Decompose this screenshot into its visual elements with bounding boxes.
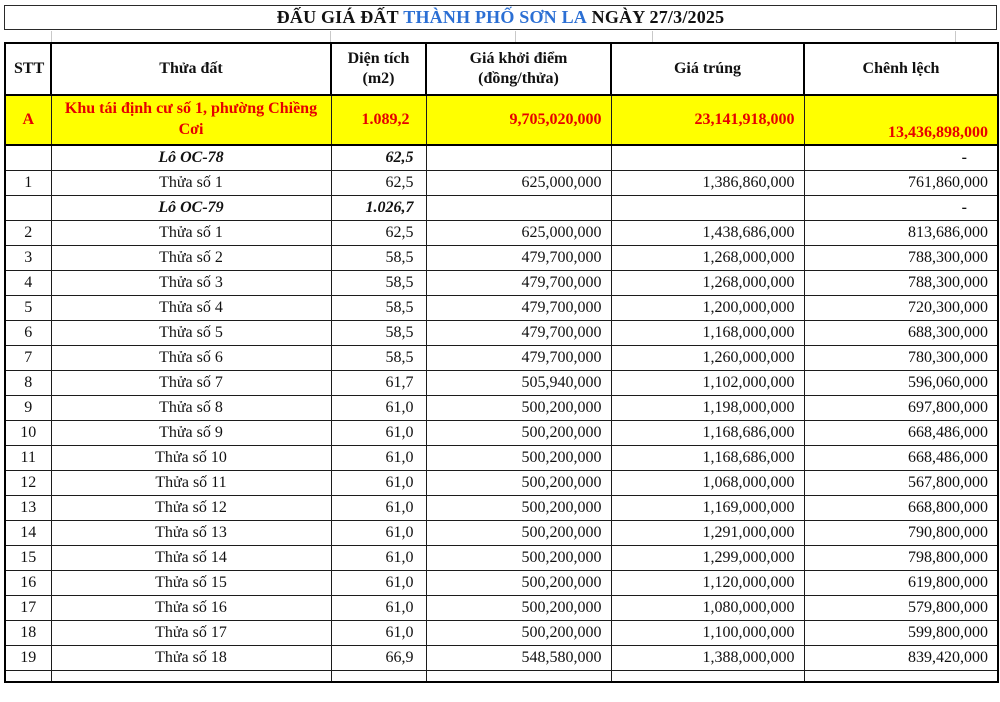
cell-area: 61,0 <box>331 470 426 495</box>
cell-start-price: 500,200,000 <box>426 620 611 645</box>
cell-stt: 15 <box>5 545 51 570</box>
cell-winning-price: 1,168,686,000 <box>611 420 804 445</box>
cell-stt: 12 <box>5 470 51 495</box>
cell-difference: 798,800,000 <box>804 545 998 570</box>
column-header-stt: STT <box>5 43 51 95</box>
cell-area: 61,0 <box>331 520 426 545</box>
normal-row <box>5 470 998 495</box>
table-body-clipped <box>5 670 998 682</box>
cell-stt: 3 <box>5 245 51 270</box>
cell-winning-price: 1,291,000,000 <box>611 520 804 545</box>
cell-plot: Thửa số 4 <box>51 295 331 320</box>
cell-area: 61,0 <box>331 595 426 620</box>
cell-area: 61,7 <box>331 370 426 395</box>
cell-difference: 839,420,000 <box>804 645 998 670</box>
cell-winning-price: 23,141,918,000 <box>611 95 804 145</box>
column-header-area: Diện tích (m2) <box>331 43 426 95</box>
normal-row <box>5 620 998 645</box>
cell-winning-price <box>611 670 804 682</box>
lot-row <box>5 195 998 220</box>
cell-plot: Lô OC-79 <box>51 195 331 220</box>
cell-difference: 668,486,000 <box>804 445 998 470</box>
cell-winning-price: 1,068,000,000 <box>611 470 804 495</box>
cell-difference: 788,300,000 <box>804 270 998 295</box>
cell-difference: 720,300,000 <box>804 295 998 320</box>
cell-start-price: 500,200,000 <box>426 520 611 545</box>
table-body <box>5 95 998 670</box>
cell-area: 61,0 <box>331 420 426 445</box>
cell-area: 61,0 <box>331 545 426 570</box>
cell-plot: Thửa số 16 <box>51 595 331 620</box>
cell-plot: Thửa số 7 <box>51 370 331 395</box>
cell-stt: 10 <box>5 420 51 445</box>
table-title <box>4 5 997 30</box>
cell-stt: 8 <box>5 370 51 395</box>
cell-winning-price: 1,120,000,000 <box>611 570 804 595</box>
cell-plot: Thửa số 8 <box>51 395 331 420</box>
cell-start-price <box>426 145 611 170</box>
cell-winning-price: 1,388,000,000 <box>611 645 804 670</box>
cell-plot: Thửa số 17 <box>51 620 331 645</box>
column-header-difference: Chênh lệch <box>804 43 998 95</box>
cell-difference: - <box>804 195 998 220</box>
cell-plot: Khu tái định cư số 1, phường Chiềng Cơi <box>51 95 331 145</box>
cell-winning-price: 1,080,000,000 <box>611 595 804 620</box>
normal-row <box>5 520 998 545</box>
cell-start-price: 500,200,000 <box>426 470 611 495</box>
title-prefix: ĐẤU GIÁ ĐẤT <box>276 7 404 27</box>
cell-plot: Thửa số 14 <box>51 545 331 570</box>
gridline-tick <box>515 31 516 42</box>
cell-stt: 4 <box>5 270 51 295</box>
cell-difference: 813,686,000 <box>804 220 998 245</box>
cell-winning-price: 1,268,000,000 <box>611 245 804 270</box>
cell-stt: 18 <box>5 620 51 645</box>
cell-start-price: 625,000,000 <box>426 220 611 245</box>
cell-area: 58,5 <box>331 270 426 295</box>
cell-start-price: 500,200,000 <box>426 395 611 420</box>
cell-winning-price: 1,260,000,000 <box>611 345 804 370</box>
column-header-start-price: Giá khởi điểm (đồng/thửa) <box>426 43 611 95</box>
gridline-tick <box>652 31 653 42</box>
normal-row <box>5 420 998 445</box>
cell-stt: 6 <box>5 320 51 345</box>
table-header <box>5 43 998 95</box>
normal-row <box>5 170 998 195</box>
normal-row <box>5 220 998 245</box>
cell-plot: Thửa số 18 <box>51 645 331 670</box>
cell-plot: Thửa số 3 <box>51 270 331 295</box>
cell-winning-price: 1,268,000,000 <box>611 270 804 295</box>
normal-row <box>5 370 998 395</box>
cell-plot: Thửa số 1 <box>51 170 331 195</box>
cell-area: 58,5 <box>331 295 426 320</box>
cell-area: 61,0 <box>331 395 426 420</box>
title-city-highlight: THÀNH PHỐ SƠN LA <box>403 7 587 27</box>
cell-plot: Thửa số 6 <box>51 345 331 370</box>
cell-area: 62,5 <box>331 170 426 195</box>
cell-start-price: 500,200,000 <box>426 595 611 620</box>
cell-area: 61,0 <box>331 495 426 520</box>
cell-winning-price <box>611 145 804 170</box>
cell-start-price: 505,940,000 <box>426 370 611 395</box>
normal-row <box>5 395 998 420</box>
normal-row <box>5 570 998 595</box>
cell-stt: 2 <box>5 220 51 245</box>
summary-row <box>5 95 998 145</box>
cell-winning-price: 1,198,000,000 <box>611 395 804 420</box>
cell-area <box>331 670 426 682</box>
cell-start-price: 479,700,000 <box>426 245 611 270</box>
cell-plot: Thửa số 5 <box>51 320 331 345</box>
cell-area: 66,9 <box>331 645 426 670</box>
cell-difference: 599,800,000 <box>804 620 998 645</box>
normal-row <box>5 270 998 295</box>
cell-start-price: 500,200,000 <box>426 545 611 570</box>
cell-start-price: 479,700,000 <box>426 320 611 345</box>
cell-start-price <box>426 195 611 220</box>
cell-start-price: 625,000,000 <box>426 170 611 195</box>
cell-stt: 5 <box>5 295 51 320</box>
cell-stt: 9 <box>5 395 51 420</box>
normal-row <box>5 545 998 570</box>
cell-difference: 761,860,000 <box>804 170 998 195</box>
cell-winning-price: 1,299,000,000 <box>611 545 804 570</box>
cell-winning-price: 1,438,686,000 <box>611 220 804 245</box>
cell-difference: 790,800,000 <box>804 520 998 545</box>
sheet-gap-strip <box>4 30 997 42</box>
cell-difference: 619,800,000 <box>804 570 998 595</box>
cell-plot: Thửa số 2 <box>51 245 331 270</box>
cell-area: 61,0 <box>331 620 426 645</box>
cell-stt: 13 <box>5 495 51 520</box>
normal-row <box>5 645 998 670</box>
lot-row <box>5 145 998 170</box>
cell-plot: Thửa số 9 <box>51 420 331 445</box>
cell-stt: 11 <box>5 445 51 470</box>
normal-row <box>5 245 998 270</box>
auction-table <box>4 42 999 683</box>
cell-start-price <box>426 670 611 682</box>
cell-plot: Thửa số 13 <box>51 520 331 545</box>
cell-stt: 1 <box>5 170 51 195</box>
cell-area: 62,5 <box>331 145 426 170</box>
cell-difference: 668,800,000 <box>804 495 998 520</box>
cell-difference: - <box>804 145 998 170</box>
cell-winning-price: 1,169,000,000 <box>611 495 804 520</box>
cell-difference: 780,300,000 <box>804 345 998 370</box>
cell-difference: 688,300,000 <box>804 320 998 345</box>
normal-row <box>5 345 998 370</box>
cell-plot: Lô OC-78 <box>51 145 331 170</box>
cell-stt <box>5 195 51 220</box>
header-row <box>5 43 998 95</box>
cell-area: 58,5 <box>331 320 426 345</box>
cell-difference: 596,060,000 <box>804 370 998 395</box>
cell-start-price: 548,580,000 <box>426 645 611 670</box>
cell-stt: 19 <box>5 645 51 670</box>
gridline-tick <box>51 31 52 42</box>
partial-row <box>5 670 998 682</box>
cell-winning-price: 1,168,000,000 <box>611 320 804 345</box>
cell-start-price: 500,200,000 <box>426 445 611 470</box>
cell-start-price: 500,200,000 <box>426 420 611 445</box>
cell-area: 1.026,7 <box>331 195 426 220</box>
cell-area: 1.089,2 <box>331 95 426 145</box>
gridline-tick <box>955 31 956 42</box>
cell-difference: 788,300,000 <box>804 245 998 270</box>
cell-difference: 13,436,898,000 <box>804 95 998 145</box>
cell-plot: Thửa số 11 <box>51 470 331 495</box>
cell-stt <box>5 145 51 170</box>
cell-stt: A <box>5 95 51 145</box>
cell-area: 58,5 <box>331 345 426 370</box>
cell-difference: 579,800,000 <box>804 595 998 620</box>
cell-start-price: 9,705,020,000 <box>426 95 611 145</box>
cell-difference: 668,486,000 <box>804 420 998 445</box>
cell-winning-price: 1,100,000,000 <box>611 620 804 645</box>
gridline-tick <box>330 31 331 42</box>
cell-stt: 17 <box>5 595 51 620</box>
cell-start-price: 500,200,000 <box>426 570 611 595</box>
column-header-winning-price: Giá trúng <box>611 43 804 95</box>
cell-start-price: 479,700,000 <box>426 345 611 370</box>
cell-plot: Thửa số 12 <box>51 495 331 520</box>
normal-row <box>5 445 998 470</box>
cell-difference: 697,800,000 <box>804 395 998 420</box>
normal-row <box>5 295 998 320</box>
title-suffix: NGÀY 27/3/2025 <box>586 7 725 27</box>
cell-winning-price <box>611 195 804 220</box>
cell-winning-price: 1,102,000,000 <box>611 370 804 395</box>
cell-area: 61,0 <box>331 445 426 470</box>
cell-area: 61,0 <box>331 570 426 595</box>
cell-area: 58,5 <box>331 245 426 270</box>
cell-difference: 567,800,000 <box>804 470 998 495</box>
cell-stt: 7 <box>5 345 51 370</box>
cell-plot: Thửa số 1 <box>51 220 331 245</box>
cell-plot <box>51 670 331 682</box>
cell-winning-price: 1,168,686,000 <box>611 445 804 470</box>
cell-start-price: 479,700,000 <box>426 270 611 295</box>
cell-winning-price: 1,386,860,000 <box>611 170 804 195</box>
normal-row <box>5 595 998 620</box>
cell-stt: 16 <box>5 570 51 595</box>
cell-difference <box>804 670 998 682</box>
cell-area: 62,5 <box>331 220 426 245</box>
column-header-plot: Thửa đất <box>51 43 331 95</box>
cell-plot: Thửa số 10 <box>51 445 331 470</box>
normal-row <box>5 320 998 345</box>
cell-winning-price: 1,200,000,000 <box>611 295 804 320</box>
cell-start-price: 479,700,000 <box>426 295 611 320</box>
normal-row <box>5 495 998 520</box>
cell-start-price: 500,200,000 <box>426 495 611 520</box>
cell-stt: 14 <box>5 520 51 545</box>
cell-plot: Thửa số 15 <box>51 570 331 595</box>
cell-stt <box>5 670 51 682</box>
